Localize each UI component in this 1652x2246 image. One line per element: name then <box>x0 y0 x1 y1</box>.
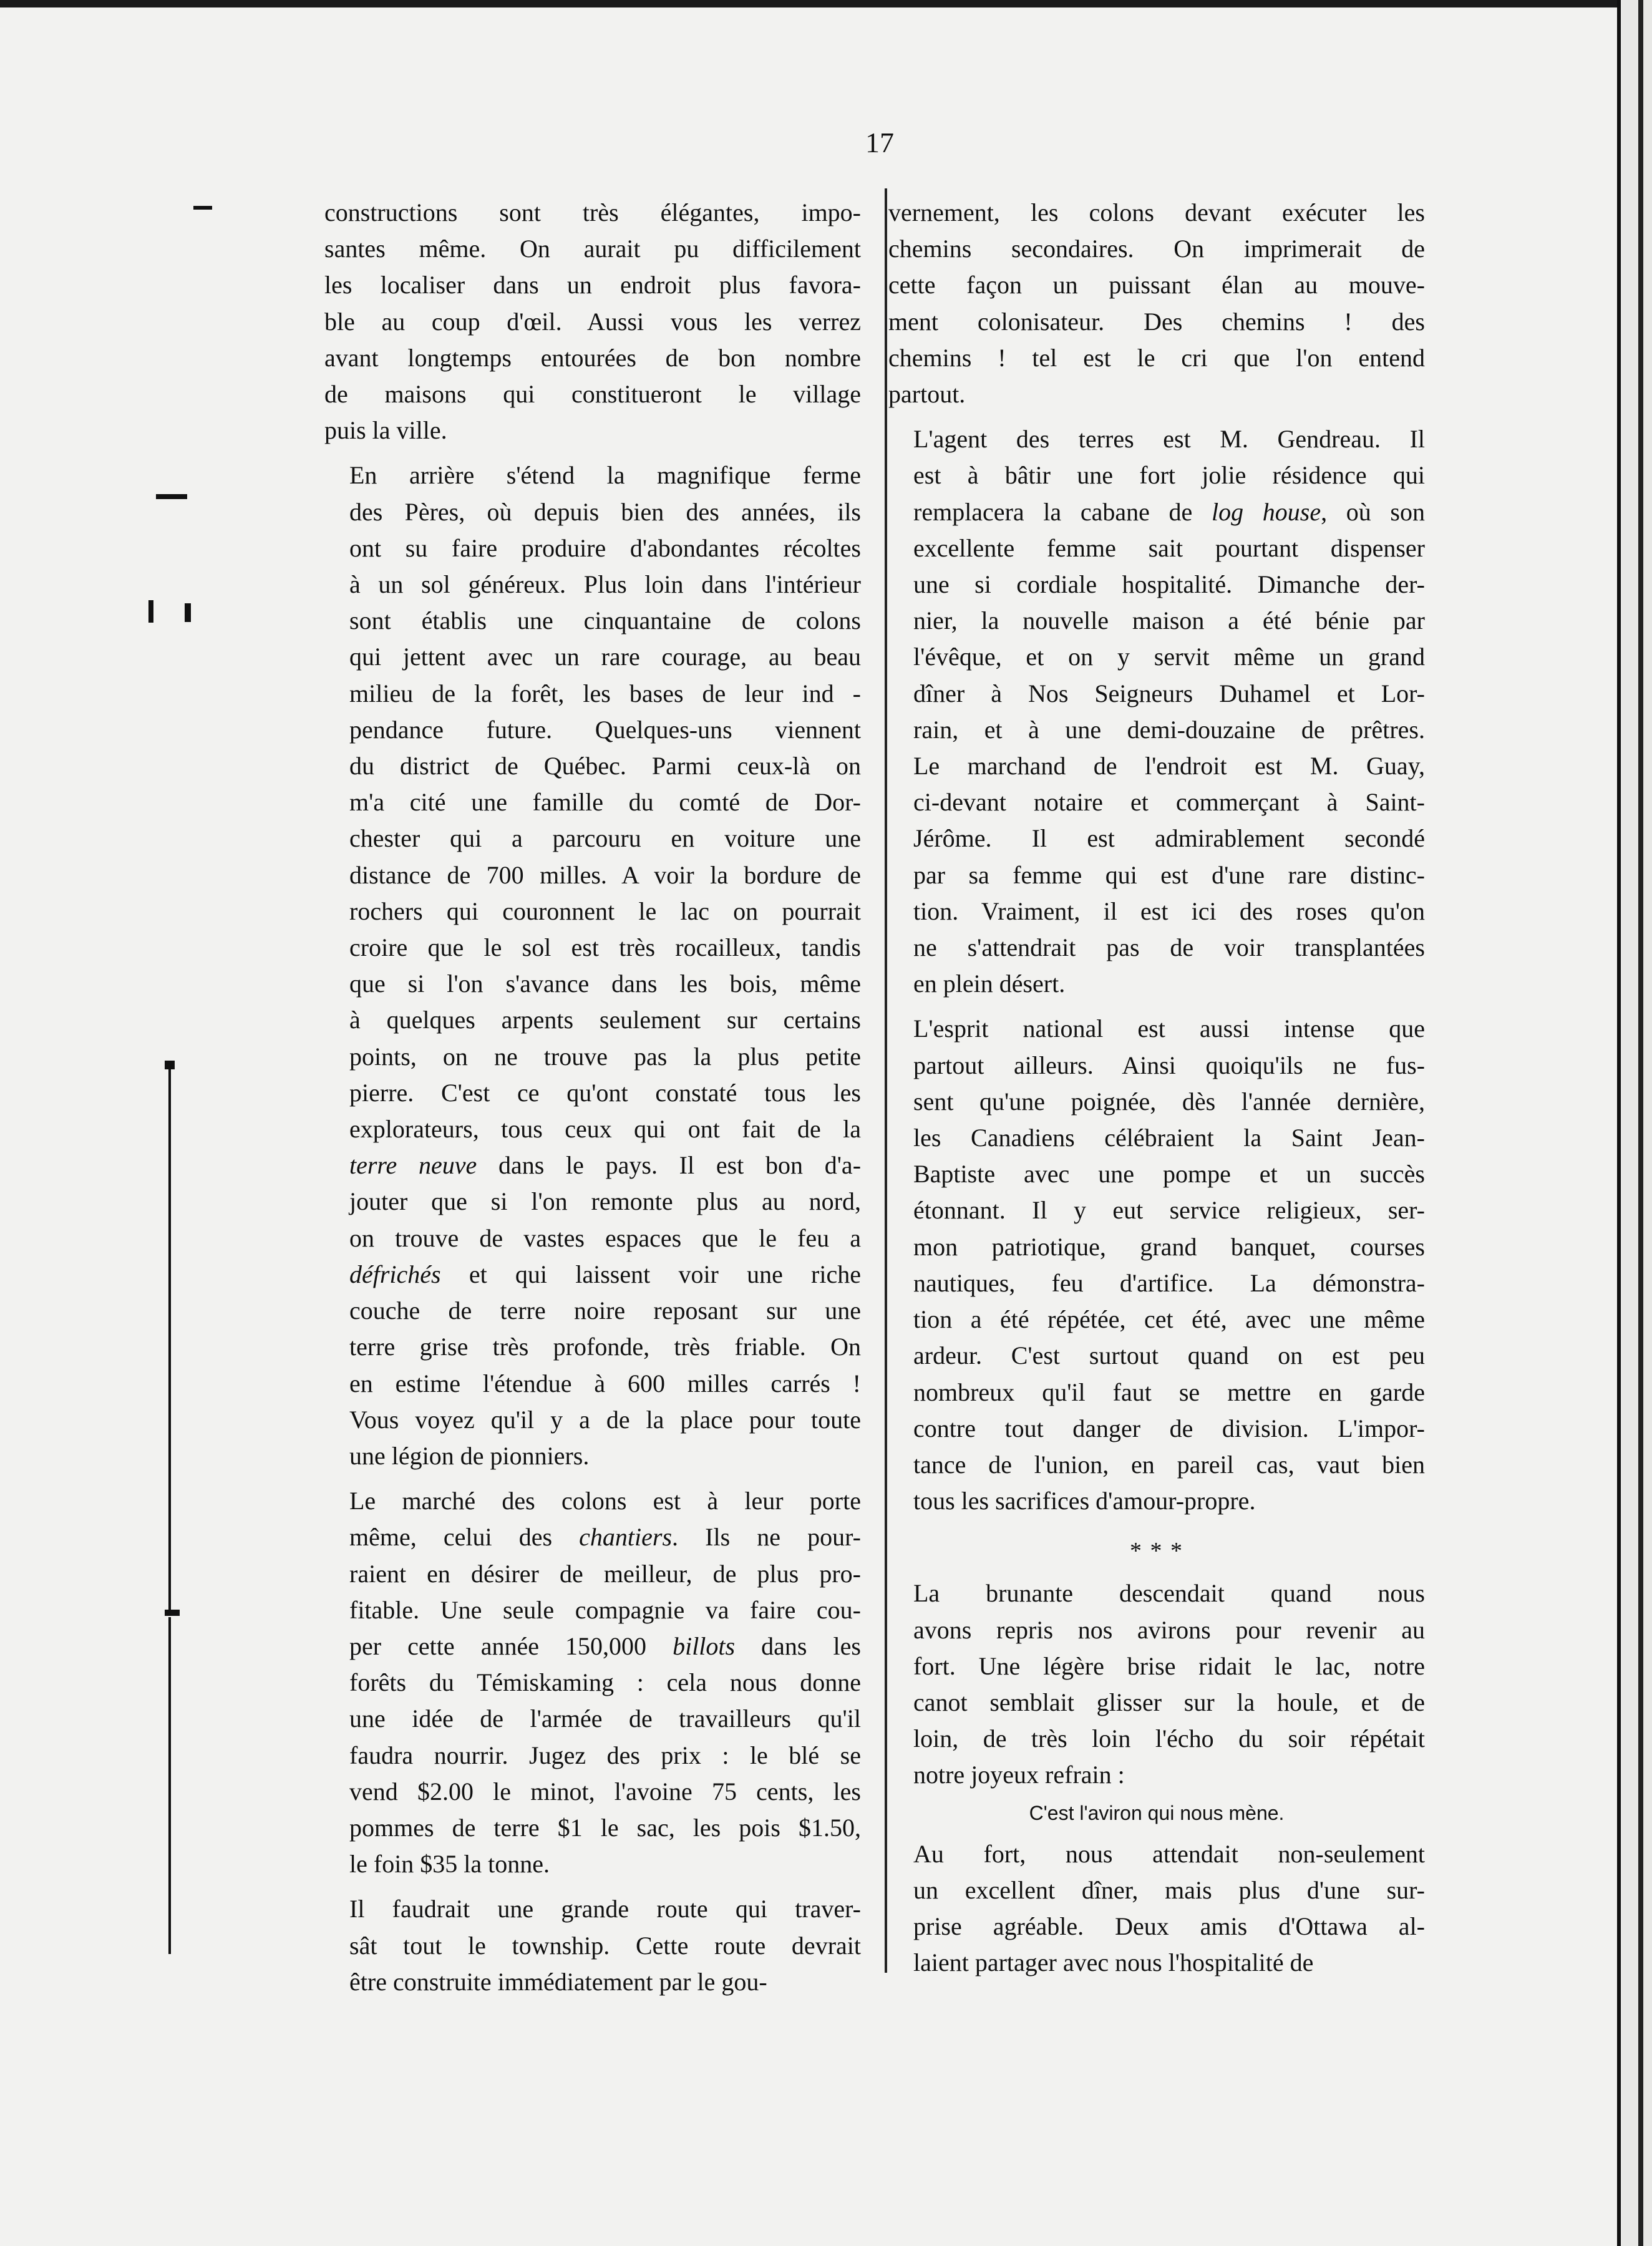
text-line: vernement, les colons devant exécuter les <box>888 198 1425 226</box>
text-line: ment colonisateur. Des chemins ! des <box>888 307 1425 336</box>
text-line: pierre. C'est ce qu'ont constaté tous les <box>349 1078 861 1107</box>
text-line: ne s'attendrait pas de voir transplantées <box>913 933 1425 962</box>
text-line: raient en désirer de meilleur, de plus pro- <box>349 1559 861 1588</box>
text-line: notre joyeux refrain : <box>913 1761 1125 1789</box>
document-page <box>0 7 1635 2246</box>
text-line: nier, la nouvelle maison a été bénie par <box>913 606 1425 635</box>
text-line: ci-devant notaire et commerçant à Saint- <box>913 788 1425 817</box>
text-line: pommes de terre $1 le sac, les pois $1.50, <box>349 1813 861 1842</box>
text-line: une légion de pionniers. <box>349 1441 590 1470</box>
text-line: excellente femme sait pourtant dispenser <box>913 533 1425 562</box>
left-text-column <box>324 195 861 2000</box>
text-line: nombreux qu'il faut se mettre en garde <box>913 1378 1425 1406</box>
italic-phrase: billots <box>673 1631 736 1660</box>
text-line: La brunante descendait quand nous <box>913 1579 1425 1608</box>
paragraph <box>324 1891 861 2000</box>
text-line: fort. Une légère brise ridait le lac, notre <box>913 1651 1425 1680</box>
margin-mark <box>165 1610 180 1616</box>
paragraph <box>324 195 861 449</box>
italic-phrase: terre neuve <box>349 1151 477 1180</box>
text-line: prise agréable. Deux amis d'Ottawa al- <box>913 1912 1425 1940</box>
text-line: tion a été répétée, cet été, avec une même <box>913 1305 1425 1334</box>
paragraph <box>324 1483 861 1882</box>
text-line: milieu de la forêt, les bases de leur ind - <box>349 679 861 707</box>
text-line: vend $2.00 le minot, l'avoine 75 cents, les <box>349 1777 861 1806</box>
paragraph <box>888 1011 1425 1519</box>
text-line: tous les sacrifices d'amour-propre. <box>913 1487 1256 1515</box>
text-line: tance de l'union, en pareil cas, vaut bien <box>913 1450 1425 1479</box>
text-line: terre grise très profonde, très friable. On <box>349 1333 861 1361</box>
text-line: croire que le sol est très rocailleux, tandis <box>349 933 861 962</box>
text-line: être construite immédiatement par le gou- <box>349 1967 767 1996</box>
text-line: les Canadiens célébraient la Saint Jean- <box>913 1124 1425 1152</box>
paragraph <box>888 195 1425 412</box>
text-line: de maisons qui constitueront le village <box>324 380 861 409</box>
text-line: étonnant. Il y eut service religieux, ser- <box>913 1196 1425 1225</box>
text-line: rochers qui couronnent le lac on pourrait <box>349 897 861 925</box>
text-line: ont su faire produire d'abondantes récoltes <box>349 533 861 562</box>
text-line: une idée de l'armée de travailleurs qu'il <box>349 1704 861 1733</box>
text-line: avant longtemps entourées de bon nombre <box>324 343 861 372</box>
text-line: per cette année 150,000 billots dans les <box>349 1631 861 1660</box>
italic-phrase: défrichés <box>349 1260 441 1288</box>
text-line: cette façon un puissant élan au mouve- <box>888 271 1425 299</box>
section-break: * * * <box>1130 1538 1183 1565</box>
right-text-column <box>888 195 1425 1981</box>
text-line: chemins ! tel est le cri que l'on entend <box>888 343 1425 372</box>
text-line: dîner à Nos Seigneurs Duhamel et Lor- <box>913 679 1425 707</box>
text-line: forêts du Témiskaming : cela nous donne <box>349 1668 861 1697</box>
text-line: des Pères, où depuis bien des années, ils <box>349 497 861 526</box>
text-line: en estime l'étendue à 600 milles carrés ! <box>349 1369 861 1398</box>
text-line: remplacera la cabane de log house, où son <box>913 497 1425 526</box>
song-quote: C'est l'aviron qui nous mène. <box>1029 1801 1285 1824</box>
margin-mark <box>168 1062 171 1611</box>
text-line: sât tout le township. Cette route devrait <box>349 1931 861 1960</box>
text-line: explorateurs, tous ceux qui ont fait de la <box>349 1115 861 1144</box>
text-line: m'a cité une famille du comté de Dor- <box>349 788 861 817</box>
text-line: sont établis une cinquantaine de colons <box>349 606 861 635</box>
text-line: points, on ne trouve pas la plus petite <box>349 1042 861 1071</box>
text-line: Jérôme. Il est admirablement secondé <box>913 824 1425 853</box>
margin-mark <box>156 494 187 499</box>
text-line: avons repris nos avirons pour revenir au <box>913 1615 1425 1644</box>
text-line: on trouve de vastes espaces que le feu a <box>349 1223 861 1252</box>
text-line: Baptiste avec une pompe et un succès <box>913 1160 1425 1189</box>
text-line: par sa femme qui est d'une rare distinc- <box>913 860 1425 889</box>
text-line: Le marché des colons est à leur porte <box>349 1487 861 1515</box>
text-line: couche de terre noire reposant sur une <box>349 1296 861 1325</box>
text-line: ardeur. C'est surtout quand on est peu <box>913 1341 1425 1370</box>
text-line: Au fort, nous attendait non-seulement <box>913 1839 1425 1868</box>
text-line: rain, et à une demi-douzaine de prêtres. <box>913 715 1425 744</box>
text-line: partout. <box>888 380 966 409</box>
text-line: à quelques arpents seulement sur certains <box>349 1006 861 1034</box>
paragraph <box>888 421 1425 1002</box>
text-line: faudra nourrir. Jugez des prix : le blé se <box>349 1741 861 1769</box>
text-line: terre neuve dans le pays. Il est bon d'a- <box>349 1151 862 1180</box>
italic-phrase: log house <box>1211 497 1321 526</box>
margin-mark <box>168 1617 171 1954</box>
text-line: chemins secondaires. On imprimerait de <box>888 235 1425 263</box>
page-edge <box>1617 0 1652 2246</box>
text-line: sent qu'une poignée, dès l'année dernière, <box>913 1087 1425 1116</box>
text-line: santes même. On aurait pu difficilement <box>324 235 861 263</box>
paragraph <box>888 1836 1425 1981</box>
text-line: canot semblait glisser sur la houle, et de <box>913 1688 1425 1716</box>
text-line: est à bâtir une fort jolie résidence qui <box>913 461 1425 490</box>
text-line: une si cordiale hospitalité. Dimanche der- <box>913 570 1425 599</box>
text-line: que si l'on s'avance dans les bois, même <box>349 970 861 998</box>
text-line: en plein désert. <box>913 970 1066 998</box>
text-line: un excellent dîner, mais plus d'une sur- <box>913 1875 1425 1904</box>
text-line: défrichés et qui laissent voir une riche <box>349 1260 861 1288</box>
text-line: jouter que si l'on remonte plus au nord, <box>349 1187 861 1216</box>
text-line: L'agent des terres est M. Gendreau. Il <box>913 425 1425 454</box>
margin-mark <box>185 603 191 622</box>
margin-mark <box>148 600 153 623</box>
text-line: puis la ville. <box>324 416 447 445</box>
text-line: qui jettent avec un rare courage, au beau <box>349 643 861 671</box>
text-line: du district de Québec. Parmi ceux-là on <box>349 752 861 780</box>
text-line: Vous voyez qu'il y a de la place pour toute <box>349 1405 861 1434</box>
text-line: même, celui des chantiers. Ils ne pour- <box>349 1523 861 1552</box>
text-line: le foin $35 la tonne. <box>349 1850 550 1879</box>
text-line: pendance future. Quelques-uns viennent <box>349 715 861 744</box>
column-divider <box>885 188 887 1973</box>
text-line: tion. Vraiment, il est ici des roses qu'on <box>913 897 1425 925</box>
text-line: contre tout danger de division. L'impor- <box>913 1414 1425 1442</box>
text-line: loin, de très loin l'écho du soir répétait <box>913 1724 1425 1753</box>
page-number: 17 <box>865 127 894 158</box>
text-line: mon patriotique, grand banquet, courses <box>913 1232 1425 1261</box>
text-line: partout ailleurs. Ainsi quoiqu'ils ne fus- <box>913 1051 1425 1079</box>
text-line: En arrière s'étend la magnifique ferme <box>349 461 861 490</box>
paragraph <box>324 457 861 1474</box>
text-line: à un sol généreux. Plus loin dans l'intérieur <box>349 570 861 599</box>
text-line: constructions sont très élégantes, impo- <box>324 198 861 226</box>
text-line: l'évêque, et on y servit même un grand <box>913 643 1425 671</box>
margin-mark <box>193 206 212 210</box>
text-line: fitable. Une seule compagnie va faire cou- <box>349 1595 861 1624</box>
italic-phrase: chantiers <box>579 1523 673 1552</box>
text-line: laient partager avec nous l'hospitalité de <box>913 1948 1314 1977</box>
text-line: les localiser dans un endroit plus favora- <box>324 271 861 299</box>
text-line: Il faudrait une grande route qui traver- <box>349 1895 861 1923</box>
paragraph <box>888 1575 1425 1793</box>
text-line: chester qui a parcouru en voiture une <box>349 824 861 853</box>
text-line: distance de 700 milles. A voir la bordure de <box>349 860 861 889</box>
text-line: nautiques, feu d'artifice. La démonstra- <box>913 1268 1425 1297</box>
text-line: L'esprit national est aussi intense que <box>913 1014 1425 1043</box>
text-line: Le marchand de l'endroit est M. Guay, <box>913 752 1425 780</box>
text-line: ble au coup d'œil. Aussi vous les verrez <box>324 307 861 336</box>
